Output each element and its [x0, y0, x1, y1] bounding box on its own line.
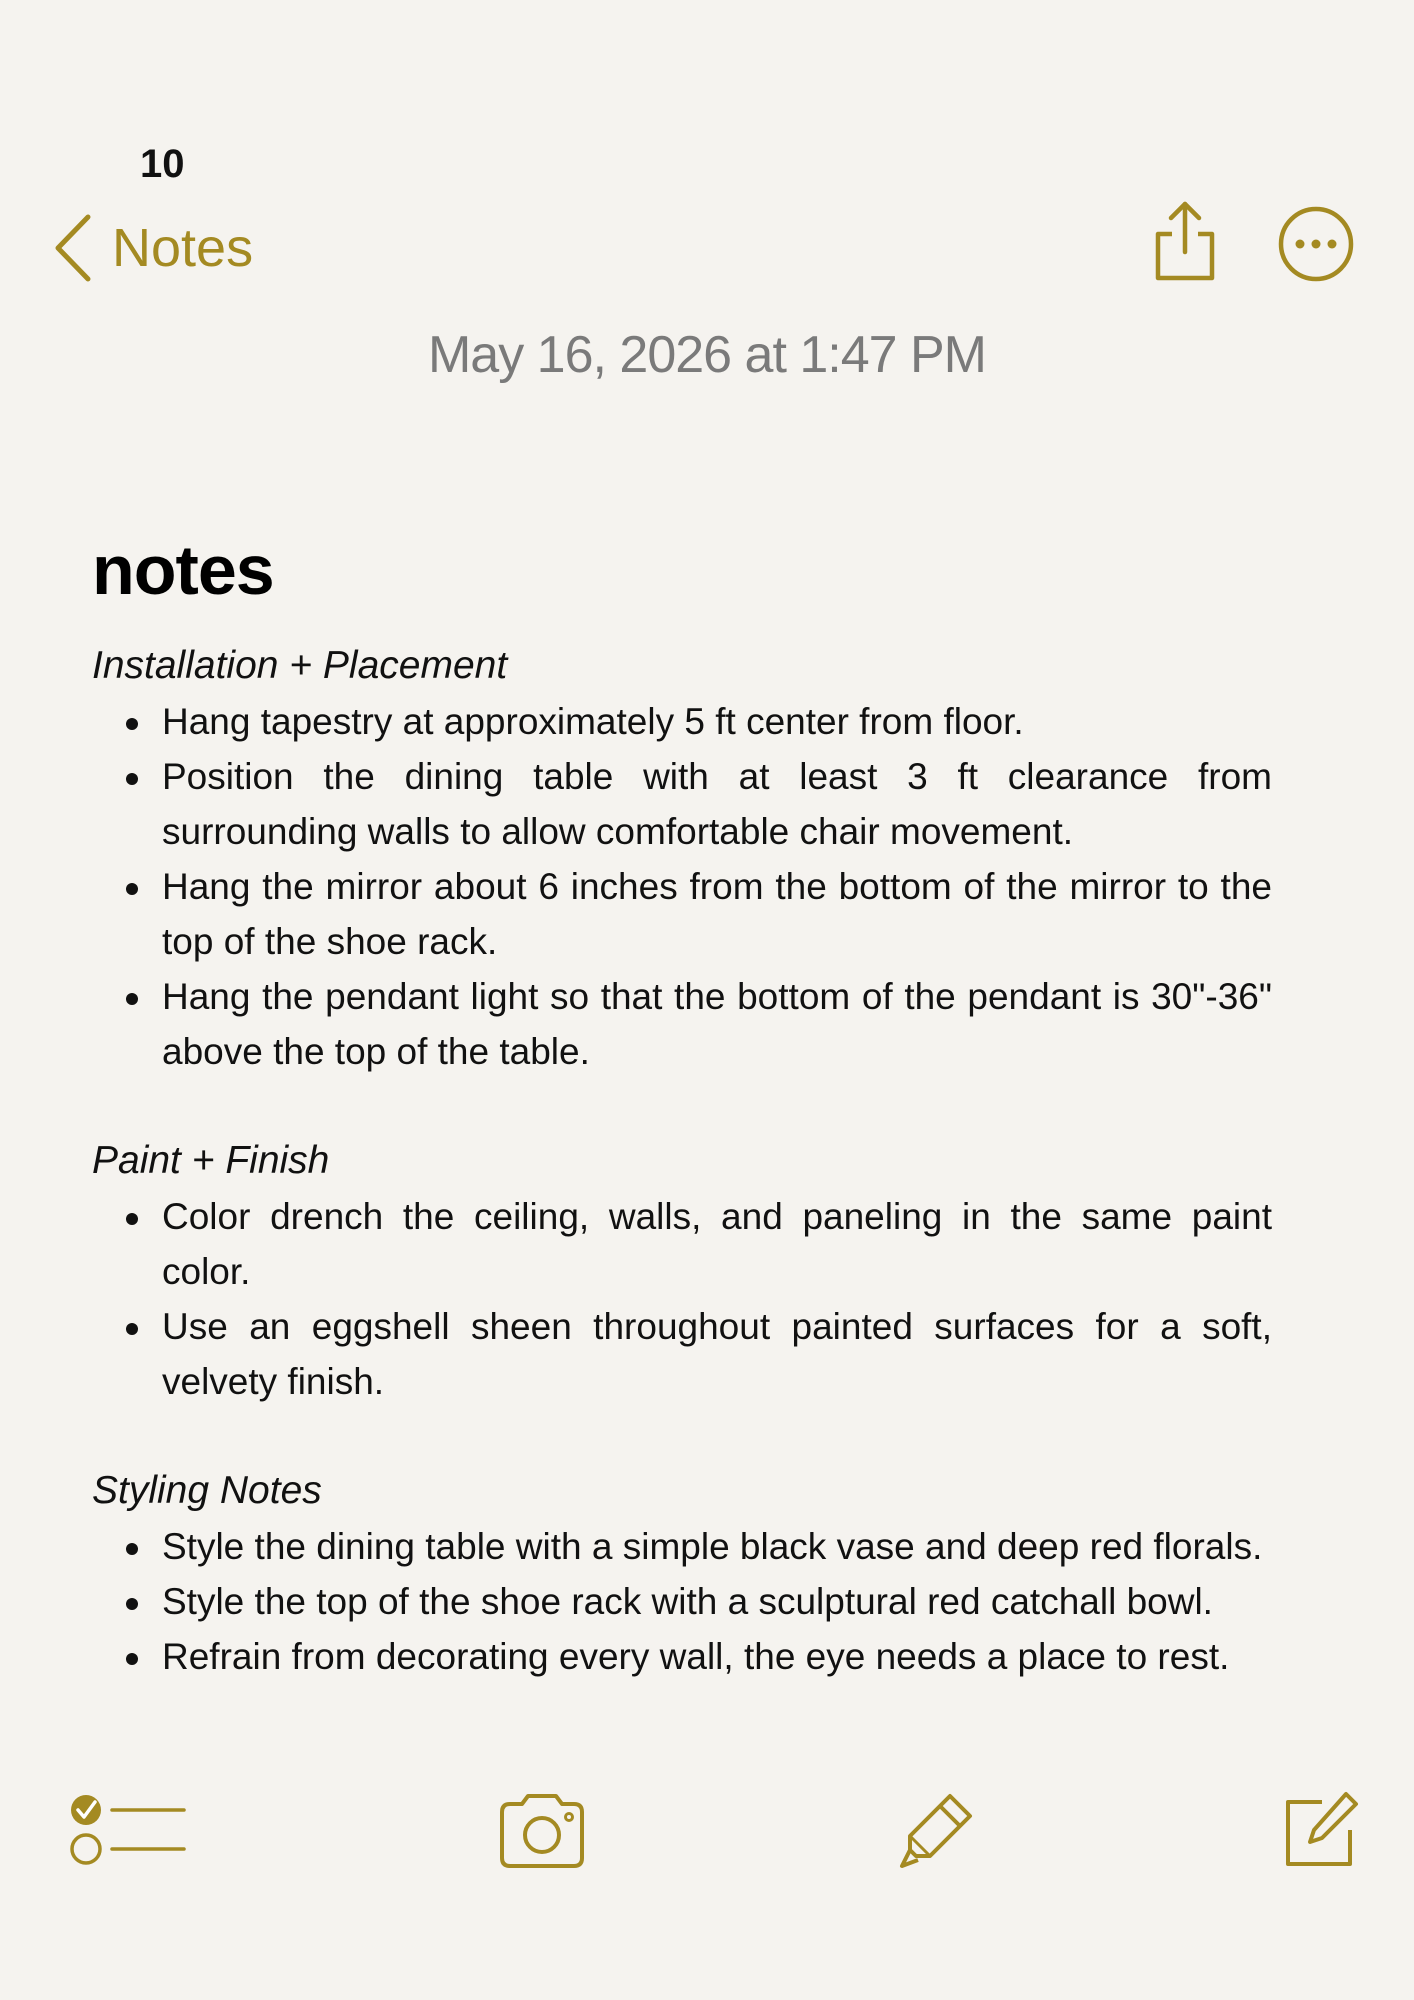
- bullet-item: Hang tapestry at approximately 5 ft center from floor.: [162, 694, 1272, 749]
- bullet-item: Use an eggshell sheen throughout painted surfaces for a soft, velvety finish.: [162, 1299, 1272, 1409]
- bullet-item: Hang the mirror about 6 inches from the bottom of the mirror to the top of the shoe rack.: [162, 859, 1272, 969]
- bullet-item: Color drench the ceiling, walls, and paneling in the same paint color.: [162, 1189, 1272, 1299]
- bullet-item: Style the top of the shoe rack with a sculptural red catchall bowl.: [162, 1574, 1272, 1629]
- compose-icon[interactable]: [1280, 1790, 1360, 1870]
- bullet-item: Position the dining table with at least 3 ft clearance from surrounding walls to allow comfortable chair movement.: [162, 749, 1272, 859]
- chevron-left-icon: [52, 213, 96, 283]
- note-title: notes: [92, 531, 274, 609]
- note-body[interactable]: [92, 520, 1272, 1738]
- bullet-item: Refrain from decorating every wall, the eye needs a place to rest.: [162, 1629, 1272, 1684]
- section-heading: Styling Notes: [92, 1469, 322, 1512]
- pen-markup-icon[interactable]: [896, 1790, 976, 1870]
- section-heading: Paint + Finish: [92, 1139, 330, 1182]
- note-date: May 16, 2026 at 1:47 PM: [427, 326, 986, 384]
- status-bar-time: 10: [140, 142, 185, 186]
- note-section: [92, 1133, 1272, 1409]
- checklist-icon[interactable]: [68, 1790, 188, 1870]
- bullet-item: Hang the pendant light so that the bottom of the pendant is 30"-36" above the top of the table.: [162, 969, 1272, 1079]
- ellipsis-circle-icon[interactable]: [1278, 206, 1354, 282]
- bullet-list: [92, 694, 1272, 1079]
- bullet-item: Style the dining table with a simple black vase and deep red florals.: [162, 1519, 1272, 1574]
- section-heading: Installation + Placement: [92, 644, 508, 687]
- camera-icon[interactable]: [494, 1790, 590, 1870]
- share-icon[interactable]: [1152, 200, 1218, 282]
- note-section: [92, 638, 1272, 1079]
- bullet-list: [92, 1189, 1272, 1409]
- back-button[interactable]: [52, 212, 253, 284]
- bullet-list: [92, 1519, 1272, 1684]
- back-button-label: Notes: [112, 218, 254, 278]
- note-section: [92, 1463, 1272, 1684]
